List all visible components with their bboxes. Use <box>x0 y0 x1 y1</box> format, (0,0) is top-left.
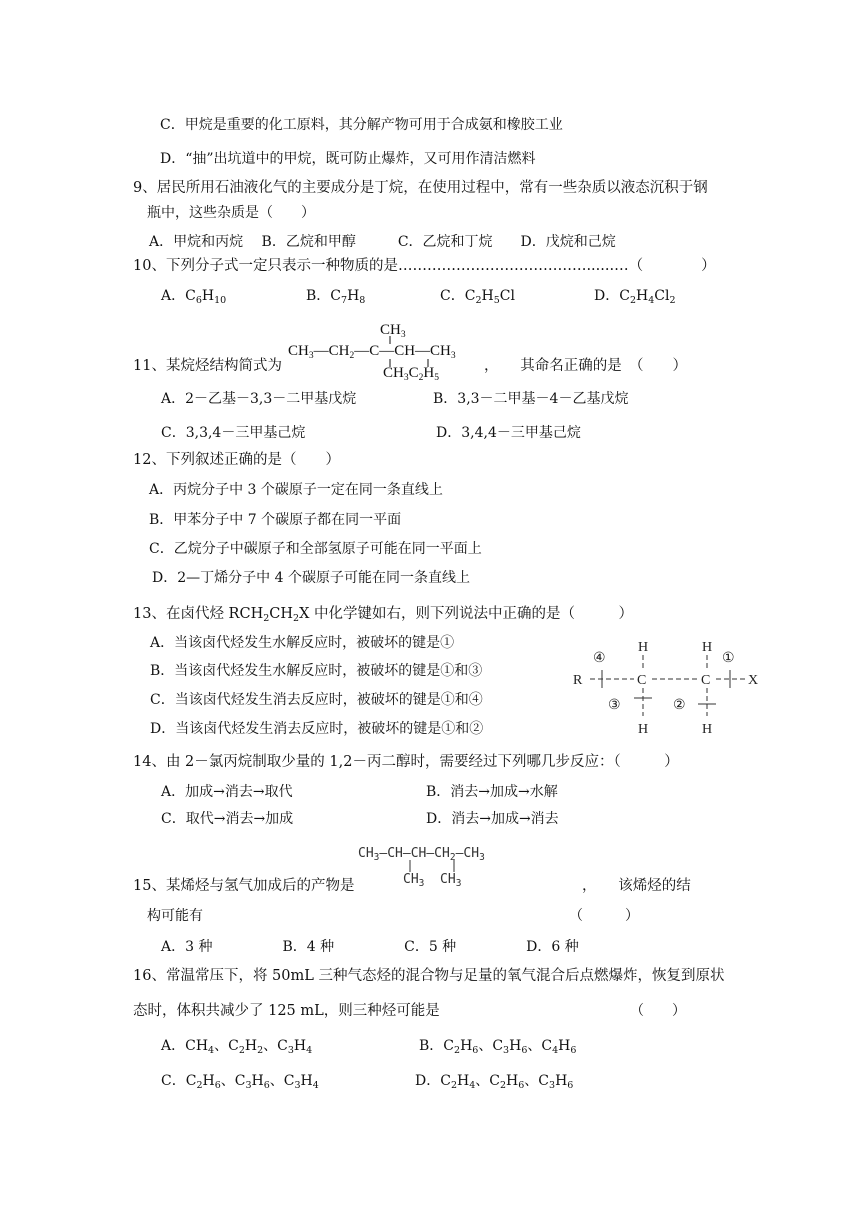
question-16: 16、常温常压下，将 50mL 三种气态烃的混合物与足量的氧气混合后点燃爆炸，恢复到原状 <box>133 968 725 984</box>
question-16-cont: 态时，体积共减少了 125 mL，则三种烃可能是 <box>133 1003 440 1019</box>
q12-option-b: B．甲苯分子中 7 个碳原子都在同一平面 <box>149 512 402 528</box>
diagram-bond-4: ④ <box>593 651 606 666</box>
q10-option-b: B．$C_7H_8$ <box>306 288 366 306</box>
diagram-bond-2: ② <box>673 698 686 713</box>
q14-option-b: B．消去→加成→水解 <box>426 784 558 800</box>
diagram-bond-3: ③ <box>608 698 621 713</box>
struct15-bonds <box>400 858 470 874</box>
q10-option-c: C．$C_2H_5Cl$ <box>440 288 515 306</box>
q15-options: A．3 种 B．4 种 C．5 种 D．6 种 <box>161 939 579 955</box>
q16-option-d: D．$C_2H_4$、$C_2H_6$、$C_3H_6$ <box>415 1073 574 1091</box>
q13-option-d: D．当该卤代烃发生消去反应时，被破坏的键是①和② <box>150 721 484 737</box>
q14-option-d: D．消去→加成→消去 <box>426 811 559 827</box>
question-9-options: A．甲烷和丙烷 B．乙烷和甲醇 C．乙烷和丁烷 D．戊烷和己烷 <box>149 234 616 250</box>
q10-option-d: D．$C_2H_4Cl_2$ <box>594 288 676 306</box>
question-12: 12、下列叙述正确的是（ ） <box>133 452 340 468</box>
q14-option-a: A．加成→消去→取代 <box>161 784 293 800</box>
diagram-carbon-1: C <box>637 673 647 688</box>
diagram-h-bottom-2: H <box>702 722 713 737</box>
q16-option-c: C．$C_2H_6$、$C_3H_6$、$C_3H_4$ <box>161 1073 319 1091</box>
struct15-main-chain: $CH_3—CH—CH—CH_2—CH_3$ <box>358 846 485 863</box>
q13-option-b: B．当该卤代烃发生水解反应时，被破坏的键是①和③ <box>150 663 483 679</box>
struct11-bonds <box>380 334 440 374</box>
q11-option-a: A．2－乙基－3,3－二甲基戊烷 <box>161 391 357 407</box>
q14-option-c: C．取代→消去→加成 <box>161 811 294 827</box>
q16-option-b: B．$C_2H_6$、$C_3H_6$、$C_4H_6$ <box>419 1038 577 1056</box>
q13-option-a: A．当该卤代烃发生水解反应时，被破坏的键是① <box>150 635 455 651</box>
q12-option-c: C．乙烷分子中碳原子和全部氢原子可能在同一平面上 <box>149 541 482 557</box>
bond-diagram <box>568 632 768 744</box>
question-11-tail: ， 其命名正确的是 （ ） <box>484 358 687 374</box>
question-16-paren: （ ） <box>630 1003 686 1019</box>
question-9-cont: 瓶中，这些杂质是（ ） <box>147 205 315 221</box>
diagram-r-label: R <box>573 673 583 688</box>
q16-option-a: A．$CH_4$、$C_2H_2$、$C_3H_4$ <box>161 1038 313 1056</box>
question-15: 15、某烯烃与氢气加成后的产物是 <box>133 878 355 894</box>
struct11-branches: $CH_3C_2H_5$ <box>383 365 439 383</box>
struct11-main-chain: $CH_3—CH_2—C—CH—CH_3$ <box>288 343 456 361</box>
diagram-h-top-2: H <box>702 640 713 655</box>
option-d-prev: D．“抽”出坑道中的甲烷，既可防止爆炸，又可用作清洁燃料 <box>160 151 536 167</box>
q12-option-a: A．丙烷分子中 3 个碳原子一定在同一条直线上 <box>149 482 443 498</box>
struct15-branches: $CH_3$ $CH_3$ <box>403 872 462 889</box>
diagram-h-bottom-1: H <box>638 722 649 737</box>
q11-option-c: C．3,3,4－三甲基己烷 <box>161 425 306 441</box>
question-9: 9、居民所用石油液化气的主要成分是丁烷，在使用过程中，常有一些杂质以液态沉积于钢 <box>133 180 708 196</box>
question-15-cont: 构可能有 <box>147 908 203 924</box>
diagram-bond-1: ① <box>722 651 735 666</box>
option-c-prev: C．甲烷是重要的化工原料，其分解产物可用于合成氨和橡胶工业 <box>160 117 563 133</box>
diagram-x-label: X <box>748 673 759 688</box>
q10-option-a: A．$C_6H_{10}$ <box>161 288 227 306</box>
question-10: 10、下列分子式一定只表示一种物质的是…………………………………......…（ ） <box>133 258 716 274</box>
diagram-h-top-1: H <box>638 640 649 655</box>
q11-option-d: D．3,4,4－三甲基己烷 <box>436 425 581 441</box>
question-15-paren: （ ） <box>569 908 639 924</box>
question-11: 11、某烷烃结构简式为 <box>133 358 282 374</box>
struct11-top-methyl: $CH_3$ <box>380 322 406 340</box>
q11-option-b: B．3,3－二甲基－4－乙基戊烷 <box>433 391 629 407</box>
question-13: 13、在卤代烃 $RCH_2CH_2X$ 中化学键如右，则下列说法中正确的是（ ） <box>133 606 633 624</box>
diagram-carbon-2: C <box>701 673 711 688</box>
q12-option-d: D．2—丁烯分子中 4 个碳原子可能在同一条直线上 <box>152 570 470 586</box>
q13-option-c: C．当该卤代烃发生消去反应时，被破坏的键是①和④ <box>150 692 483 708</box>
question-14: 14、由 2－氯丙烷制取少量的 1,2－丙二醇时，需要经过下列哪几步反应：（ ） <box>133 754 679 770</box>
question-15-tail: ， 该烯烃的结 <box>582 878 691 894</box>
